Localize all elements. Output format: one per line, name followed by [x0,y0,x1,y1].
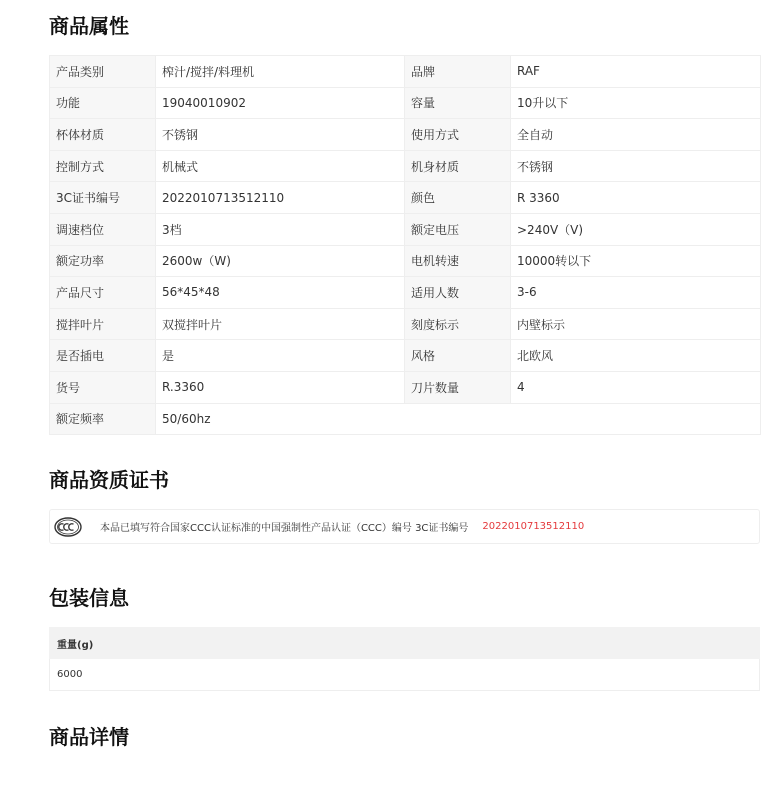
attribute-key: 电机转速 [405,245,511,277]
attribute-value: 机械式 [156,150,405,182]
attribute-value: 3-6 [511,277,761,309]
attribute-row [50,277,761,309]
attribute-key: 机身材质 [405,150,511,182]
attribute-row [50,308,761,340]
attribute-value: 榨汁/搅拌/料理机 [156,56,405,88]
attribute-value: 3档 [156,213,405,245]
attribute-key: 控制方式 [50,150,156,182]
attribute-key: 容量 [405,87,511,119]
certificate-text: 本品已填写符合国家CCC认证标准的中国强制性产品认证（CCC）编号 3C证书编号 [100,523,469,534]
attribute-key: 刻度标示 [405,308,511,340]
attribute-key: 风格 [405,340,511,372]
product-details-title: 商品详情 [49,725,129,749]
attribute-value: >240V（V) [511,213,761,245]
attribute-row [50,245,761,277]
attribute-value: 不锈钢 [511,150,761,182]
product-attributes-title: 商品属性 [49,14,129,38]
attribute-key: 是否插电 [50,340,156,372]
attribute-key: 额定频率 [50,403,156,435]
attribute-value: RAF [511,56,761,88]
weight-value: 6000 [57,669,83,680]
attribute-row [50,403,761,435]
attribute-value: 50/60hz [156,403,761,435]
attribute-row [50,56,761,88]
attribute-row [50,119,761,151]
attribute-row [50,340,761,372]
attribute-key: 适用人数 [405,277,511,309]
attribute-key: 搅拌叶片 [50,308,156,340]
attribute-key: 调速档位 [50,213,156,245]
ccc-certification-icon [54,517,82,537]
attribute-key: 产品尺寸 [50,277,156,309]
attribute-value: 是 [156,340,405,372]
packaging-title: 包装信息 [49,586,129,610]
attribute-row [50,182,761,214]
attribute-key: 功能 [50,87,156,119]
certificate-number: 2022010713512110 [482,521,585,532]
attribute-value: 19040010902 [156,87,405,119]
weight-header: 重量(g) [57,639,94,651]
packaging-header-row [49,627,760,659]
attribute-value: 4 [511,371,761,403]
attribute-row [50,87,761,119]
attribute-value: 内壁标示 [511,308,761,340]
certificate-title: 商品资质证书 [49,468,169,492]
attribute-row [50,150,761,182]
attribute-value: 双搅拌叶片 [156,308,405,340]
attribute-value: 全自动 [511,119,761,151]
packaging-value-row [49,659,760,691]
attribute-key: 刀片数量 [405,371,511,403]
attribute-row [50,213,761,245]
attribute-key: 颜色 [405,182,511,214]
attribute-value: 不锈钢 [156,119,405,151]
attribute-value: 56*45*48 [156,277,405,309]
attribute-value: 北欧风 [511,340,761,372]
attribute-key: 额定电压 [405,213,511,245]
attribute-key: 3C证书编号 [50,182,156,214]
attribute-value: 10升以下 [511,87,761,119]
attribute-key: 额定功率 [50,245,156,277]
attribute-key: 杯体材质 [50,119,156,151]
attribute-row [50,371,761,403]
attribute-value: 10000转以下 [511,245,761,277]
attribute-key: 货号 [50,371,156,403]
attributes-table [49,55,761,435]
attribute-key: 使用方式 [405,119,511,151]
attribute-value: R 3360 [511,182,761,214]
certificate-box [49,509,760,544]
attribute-value: 2022010713512110 [156,182,405,214]
attribute-value: R.3360 [156,371,405,403]
attribute-key: 品牌 [405,56,511,88]
attribute-key: 产品类别 [50,56,156,88]
attribute-value: 2600w（W) [156,245,405,277]
